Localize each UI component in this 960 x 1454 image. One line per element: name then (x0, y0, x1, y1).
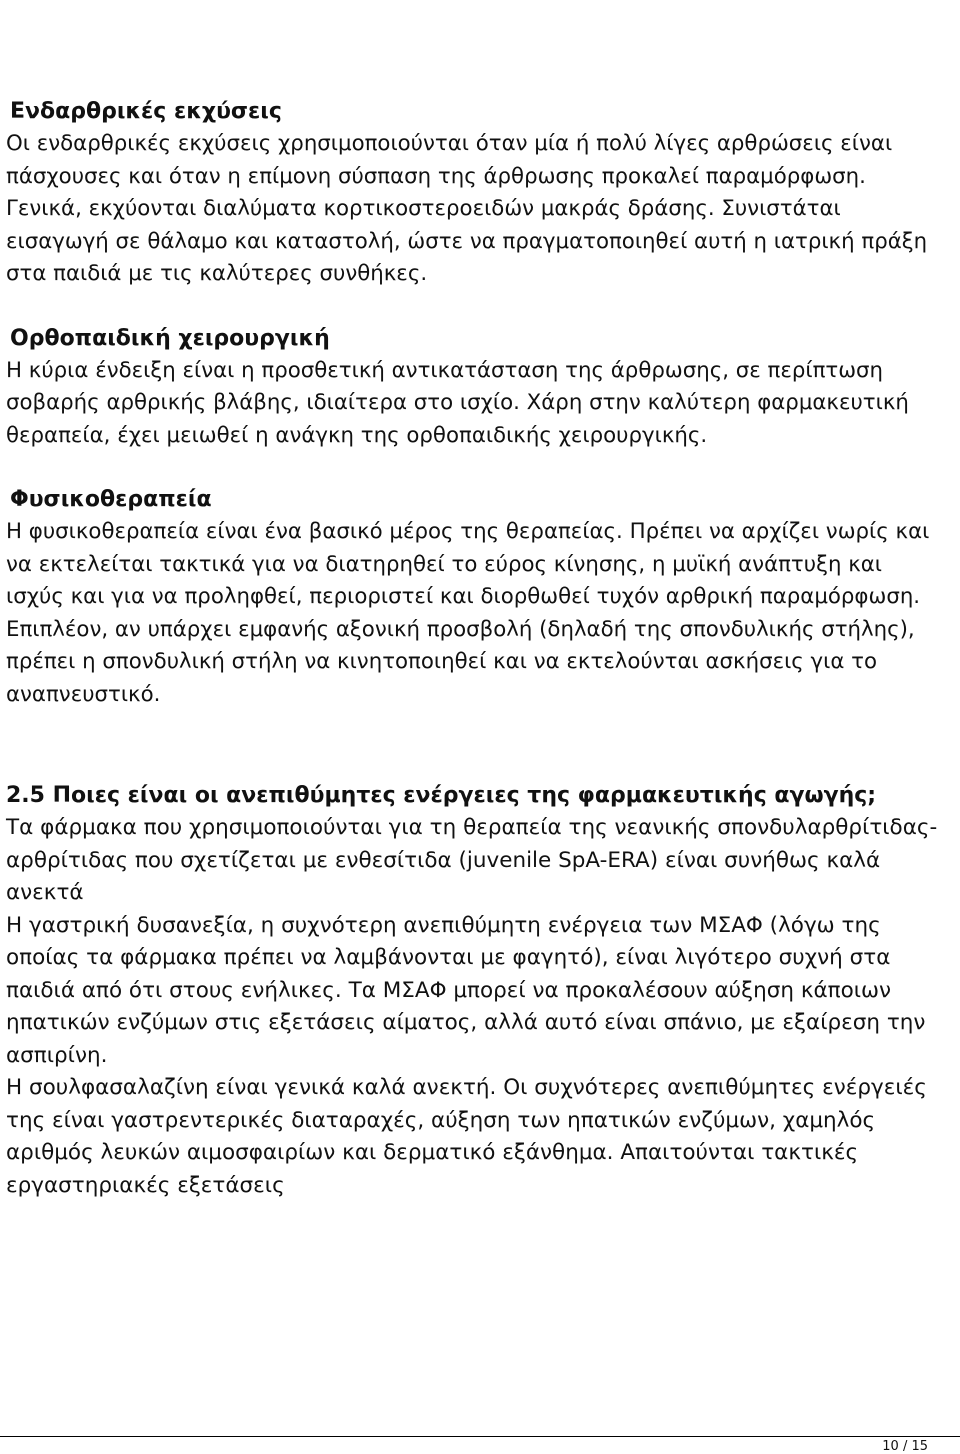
section-title-orthopaedic: Ορθοπαιδική χειρουργική (10, 325, 330, 351)
section-title-intra-articular: Ενδαρθρικές εκχύσεις (10, 99, 282, 124)
section-body-orthopaedic: Η κύρια ένδειξη είναι η προσθετική αντικατάσταση της άρθρωσης, σε περίπτωση σοβαρής αρθρικής βλάβης, ιδιαίτερα στο ισχίο. Χάρη στην καλύτερη φαρμακευτική θεραπεία, έχει μειωθεί η ανάγκη της ορθοπαιδικής χειρουργικής. (6, 357, 909, 448)
section-title-physio: Φυσικοθεραπεία (10, 487, 212, 512)
section-title-side-effects-text: 2.5 Ποιες είναι οι ανεπιθύμητες ενέργειες της φαρμακευτικής αγωγής; (6, 783, 877, 808)
spacer (6, 711, 946, 779)
spacer (6, 452, 946, 484)
side-effects-line-2: Η γαστρική δυσανεξία, η συχνότερη ανεπιθύμητη ενέργεια των ΜΣΑΦ (λόγω της οποίας τα φάρμακα πρέπει να λαμβάνονται με φαγητό), είναι λιγότερο συχνή στα παιδιά από ότι στους ενήλικες. Τα ΜΣΑΦ μπορεί να προκαλέσουν αύξηση κάποιων ηπατικών ενζύμων στις εξετάσεις αίματος, αλλά αυτό είναι σπάνιο, με εξαίρεση την ασπιρίνη. (6, 912, 926, 1068)
section-body-physio: Η φυσικοθεραπεία είναι ένα βασικό μέρος της θεραπείας. Πρέπει να αρχίζει νωρίς και να εκτελείται τακτικά για να διατηρηθεί το εύρος κίνησης, η μυϊκή ανάπτυξη και ισχύς και για να προληφθεί, περιοριστεί και διορθωθεί τυχόν αρθρική παραμόρφωση. Επιπλέον, αν υπάρχει εμφανής αξονική προσβολή (δηλαδή της σπονδυλικής στήλης), πρέπει η σπονδυλική στήλη να κινητοποιηθεί και να εκτελούνται ασκήσεις για το αναπνευστικό. (6, 519, 930, 707)
section-body-intra-articular: Οι ενδαρθρικές εκχύσεις χρησιμοποιούνται όταν μία ή πολύ λίγες αρθρώσεις είναι πάσχουσες και όταν η επίμονη σύσπαση της άρθρωσης προκαλεί παραμόρφωση. Γενικά, εκχύονται διαλύματα κορτικοστεροειδών μακράς δράσης. Συνιστάται εισαγωγή σε θάλαμο και καταστολή, ώστε να πραγματοποιηθεί αυτή η ιατρική πράξη στα παιδιά με τις καλύτερες συνθήκες. (6, 131, 928, 286)
side-effects-line-3: Η σουλφασαλαζίνη είναι γενικά καλά ανεκτή. Οι συχνότερες ανεπιθύμητες ενέργειές της είναι γαστρεντερικές διαταραχές, αύξηση των ηπατικών ενζύμων, χαμηλός αριθμός λευκών αιμοσφαιρίων και δερματικό εξάνθημα. Απαιτούνται τακτικές εργαστηριακές εξετάσεις (6, 1075, 927, 1198)
side-effects-line-1: Τα φάρμακα που χρησιμοποιούνται για τη θεραπεία της νεανικής σπονδυλαρθρίτιδας-αρθρίτιδας που σχετίζεται με ενθεσίτιδα (juvenile SpA-ERA) είναι συνήθως καλά ανεκτά (6, 815, 938, 905)
section-title-side-effects (6, 779, 946, 812)
document-body (6, 96, 946, 1202)
spacer (6, 291, 946, 323)
page-number: 10 / 15 (882, 1439, 928, 1454)
footer-rule (0, 1436, 960, 1437)
